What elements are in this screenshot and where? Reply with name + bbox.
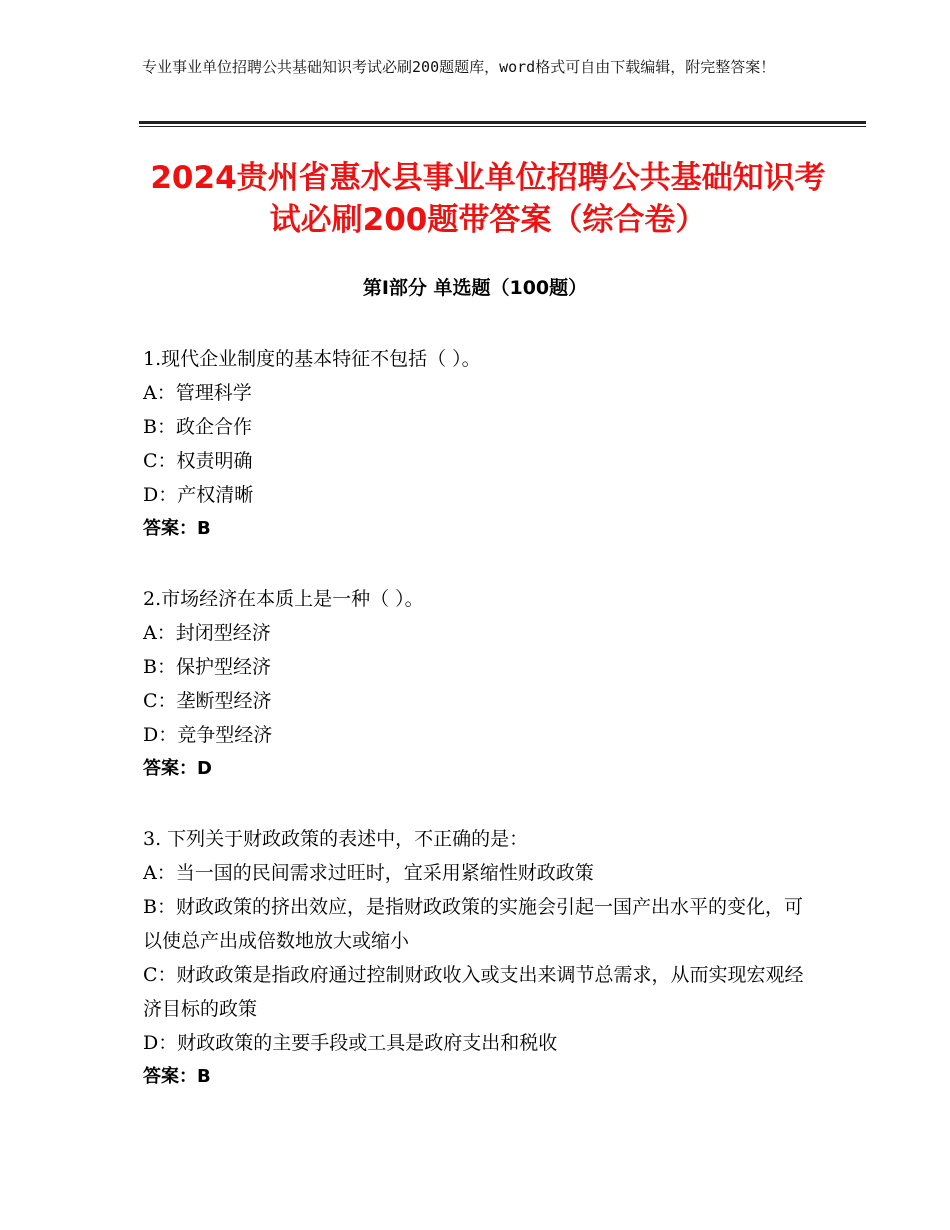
- option-b: B：财政政策的挤出效应，是指财政政策的实施会引起一国产出水平的变化，可以使总产出成倍数地放大或缩小: [143, 896, 803, 952]
- question-2: [143, 582, 424, 786]
- option-c: C：垄断型经济: [143, 690, 272, 712]
- option-d: D：财政政策的主要手段或工具是政府支出和税收: [143, 1032, 558, 1054]
- option-d: D：产权清晰: [143, 484, 254, 506]
- option-b: B：保护型经济: [143, 656, 271, 678]
- option-c: C：权责明确: [143, 450, 253, 472]
- header-note: 专业事业单位招聘公共基础知识考试必刷200题题库，word格式可自由下载编辑，附完整答案！: [142, 58, 776, 76]
- answer: 答案：B: [143, 518, 211, 539]
- option-d: D：竞争型经济: [143, 724, 273, 746]
- option-c: C：财政政策是指政府通过控制财政收入或支出来调节总需求，从而实现宏观经济目标的政策: [143, 964, 804, 1020]
- header-divider-thick: [139, 121, 866, 124]
- question-stem: 3. 下列关于财政政策的表述中，不正确的是：: [143, 828, 529, 850]
- question-1: [143, 342, 481, 546]
- header-divider-thin: [139, 126, 866, 127]
- document-title: 2024贵州省惠水县事业单位招聘公共基础知识考试必刷200题带答案（综合卷）: [150, 160, 826, 238]
- option-b: B：政企合作: [143, 416, 252, 438]
- question-stem: 1.现代企业制度的基本特征不包括（ ）。: [143, 348, 481, 370]
- answer: 答案：B: [143, 1066, 211, 1087]
- question-stem: 2.市场经济在本质上是一种（ ）。: [143, 588, 424, 610]
- option-a: A：管理科学: [143, 382, 252, 404]
- option-a: A：封闭型经济: [143, 622, 271, 644]
- answer: 答案：D: [143, 758, 212, 779]
- option-a: A：当一国的民间需求过旺时，宜采用紧缩性财政政策: [143, 862, 594, 884]
- question-3: [143, 822, 813, 1094]
- section-title: 第I部分 单选题（100题）: [362, 277, 588, 299]
